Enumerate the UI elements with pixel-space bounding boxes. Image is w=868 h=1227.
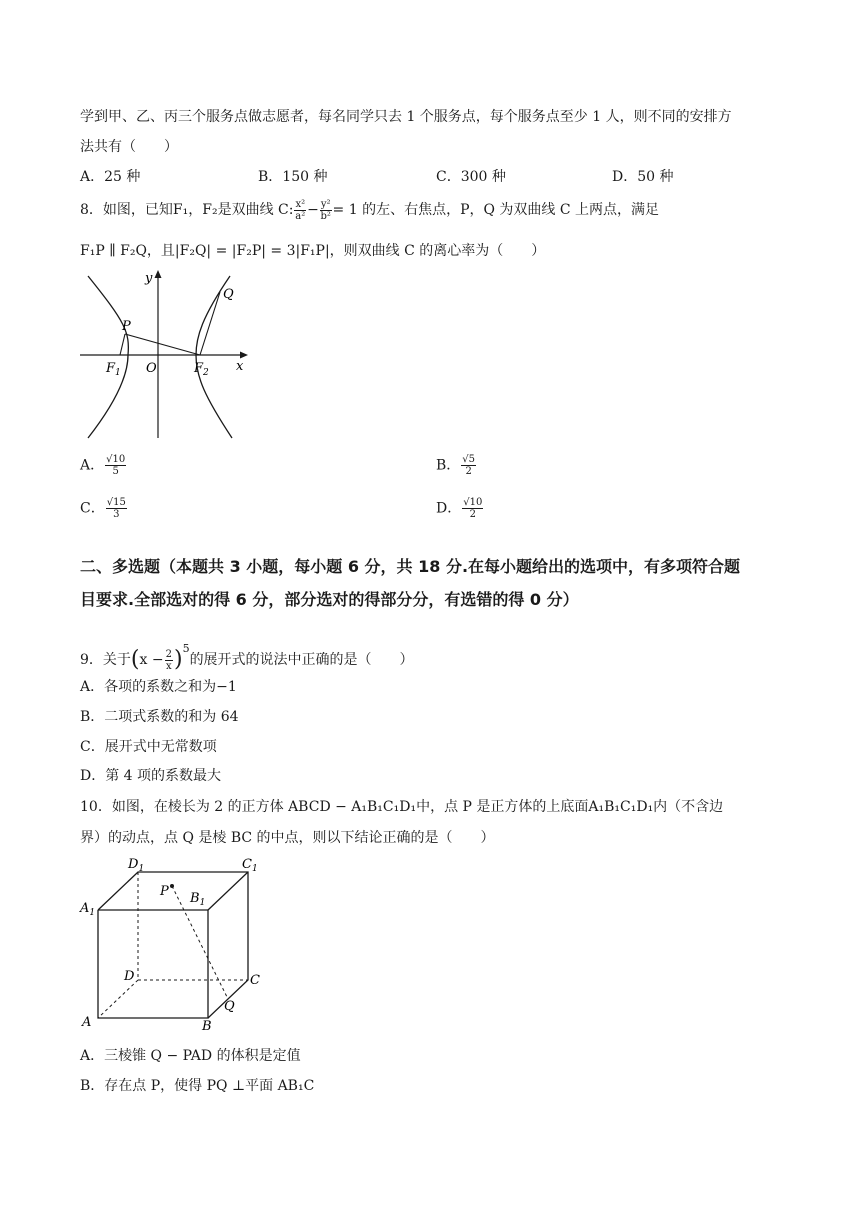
hyperbola-left-branch [88, 276, 128, 438]
q8-option-c: C． $\frac{√15}{3}$ [80, 497, 126, 520]
q10-line1: 10．如图，在棱长为 2 的正方体 ABCD − A₁B₁C₁D₁中，点 P 是正方体的上底面A₁B₁C₁D₁内（不含边 [80, 799, 724, 815]
label-q: Q [223, 287, 234, 302]
label-c: C [250, 973, 260, 988]
section2-line1: 二、多选题（本题共 3 小题，每小题 6 分，共 18 分.在每小题给出的选项中，有多项符合题 [80, 557, 741, 576]
label-a: A [82, 1015, 92, 1030]
label-a1: $A_1$ [80, 901, 96, 918]
q7-option-a: A．25 种 [80, 169, 141, 185]
label-x: x [236, 359, 244, 374]
label-y: y [145, 271, 153, 286]
q8-line2: F₁P ∥ F₂Q，且|F₂Q| = |F₂P| = 3|F₁P|，则双曲线 C 的离心率为（ ） [80, 243, 546, 259]
hidden-edge-ad [98, 980, 138, 1018]
label-b: B [202, 1019, 212, 1034]
segment-f1p [120, 334, 125, 355]
q8-line1 [80, 198, 659, 222]
q8-mid: 是双曲线 C: [217, 202, 294, 218]
label-p: P [122, 319, 131, 334]
label-origin: O [146, 361, 157, 376]
label-b1: $B_1$ [190, 891, 206, 908]
edge-b1c1 [208, 872, 248, 910]
hyperbola-figure [70, 262, 260, 447]
q9-option-d: D．第 4 项的系数最大 [80, 768, 222, 784]
q7-line2: 法共有（ ） [80, 139, 178, 155]
segment-pf2 [125, 334, 200, 355]
q8-foci: F₁，F₂ [172, 202, 218, 218]
q9-option-a: A．各项的系数之和为−1 [80, 679, 237, 695]
q10-line2: 界）的动点，点 Q 是棱 BC 的中点，则以下结论正确的是（ ） [80, 830, 495, 846]
q8-eq: = 1 [332, 202, 358, 218]
label-c1: $C_1$ [242, 857, 258, 874]
label-q: Q [224, 999, 235, 1014]
point-p [170, 884, 174, 888]
q8-option-a: A． $\frac{√10}{5}$ [80, 454, 126, 477]
x-axis-arrow [240, 352, 248, 359]
q10-option-b: B．存在点 P，使得 PQ ⊥平面 AB₁C [80, 1078, 315, 1094]
q7-line1: 学到甲、乙、丙三个服务点做志愿者，每名同学只去 1 个服务点，每个服务点至少 1 人，则不同的安排方 [80, 109, 732, 125]
q8-option-b: B． $\frac{√5}{2}$ [436, 454, 476, 477]
q10-option-a: A．三棱锥 Q − PAD 的体积是定值 [80, 1048, 301, 1064]
q8-frac-x: $\frac{\text{x²}}{\text{a²}}$ [295, 198, 306, 222]
q8-frac-y: $\frac{\text{y²}}{\text{b²}}$ [320, 198, 331, 222]
q7-option-d: D．50 种 [612, 169, 674, 185]
y-axis-arrow [155, 270, 162, 278]
q9-stem: 9．关于(x − $\frac{2}{x}$ )$^5$的展开式的说法中正确的是（ ） [80, 642, 414, 672]
q7-option-c: C．300 种 [436, 169, 506, 185]
q8-option-d: D． $\frac{√10}{2}$ [436, 497, 483, 520]
q8-minus: − [307, 202, 319, 218]
label-p: P [160, 884, 169, 899]
q8-tail: 的左、右焦点，P，Q 为双曲线 C 上两点，满足 [357, 202, 660, 218]
label-f2: $F_2$ [194, 361, 209, 378]
q7-option-b: B．150 种 [258, 169, 328, 185]
label-f1: $F_1$ [106, 361, 121, 378]
label-d1: $D_1$ [128, 857, 145, 874]
section2-line2: 目要求.全部选对的得 6 分，部分选对的得部分分，有选错的得 0 分） [80, 590, 579, 609]
q8-prefix: 8．如图，已知 [80, 202, 173, 218]
q9-option-b: B．二项式系数的和为 64 [80, 709, 239, 725]
label-d: D [124, 969, 135, 984]
cube-figure [76, 852, 276, 1034]
q9-option-c: C．展开式中无常数项 [80, 739, 217, 755]
